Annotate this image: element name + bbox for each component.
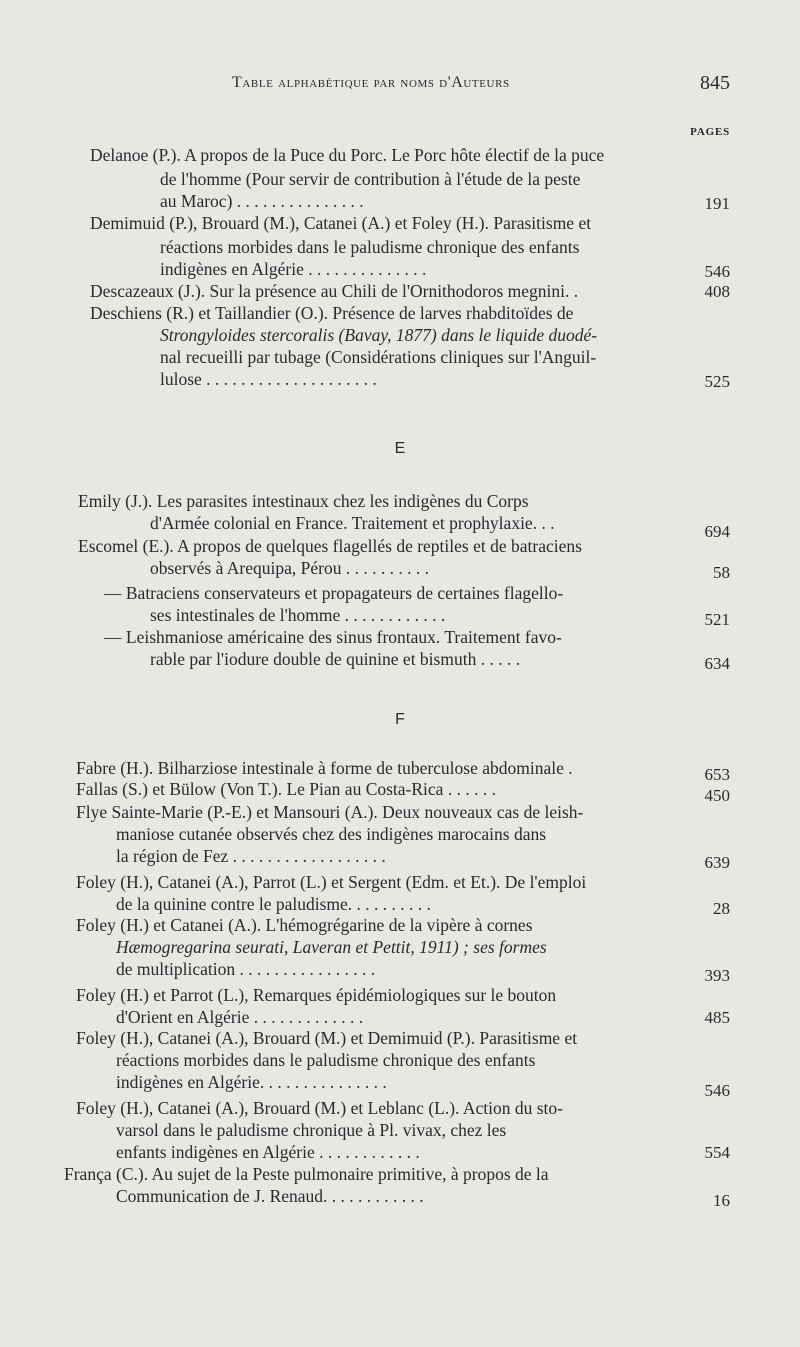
entry-line: Demimuid (P.), Brouard (M.), Catanei (A.) et Foley (H.). Parasitisme et [90,213,592,233]
pages-column-label: PAGES [690,126,730,138]
entry-line: Emily (J.). Les parasites intestinaux chez les indigènes du Corps [78,491,529,511]
entry-line: ses intestinales de l'homme . . . . . . . . . . . . [150,605,446,625]
page-number: 845 [700,72,730,94]
running-title: Table alphabétique par noms d'Auteurs [232,74,510,91]
entry-page: 634 [704,654,730,673]
entry-line: enfants indigènes en Algérie . . . . . . . . . . . . [116,1142,420,1162]
entry-line: indigènes en Algérie . . . . . . . . . . . . . . [160,259,427,279]
section-letter: F [395,711,405,728]
entry-line: lulose . . . . . . . . . . . . . . . . . . . . [160,369,377,389]
entry-line: indigènes en Algérie. . . . . . . . . . . . . . . [116,1072,387,1092]
entry-line: la région de Fez . . . . . . . . . . . . . . . . . . [116,846,386,866]
entry-line: de l'homme (Pour servir de contribution à l'étude de la peste [160,169,581,189]
entry-page: 28 [713,899,730,918]
entry-page: 16 [713,1191,730,1210]
entry-line: Descazeaux (J.). Sur la présence au Chili de l'Ornithodoros megnini. . [90,281,579,301]
entry-line: — Batraciens conservateurs et propagateurs de certaines flagello- [104,583,564,603]
entry-line: Flye Sainte-Marie (P.-E.) et Mansouri (A.). Deux nouveaux cas de leish- [76,802,584,822]
entry-page: 639 [704,853,730,872]
entry-line: observés à Arequipa, Pérou . . . . . . . . . . [150,558,429,578]
entry-line: Communication de J. Renaud. . . . . . . . . . . . [116,1186,424,1206]
entry-page: 393 [704,966,730,985]
entry-line: varsol dans le paludisme chronique à Pl. vivax, chez les [116,1120,507,1140]
entry-line: — Leishmaniose américaine des sinus frontaux. Traitement favo- [104,627,562,647]
entry-line: réactions morbides dans le paludisme chronique des enfants [116,1050,536,1070]
entry-line: Foley (H.), Catanei (A.), Parrot (L.) et Sergent (Edm. et Et.). De l'emploi [76,872,587,892]
entry-line: Fallas (S.) et Bülow (Von T.). Le Pian au Costa-Rica . . . . . . [76,779,496,799]
entry-line: Fabre (H.). Bilharziose intestinale à forme de tuberculose abdominale . [76,758,573,778]
entry-line: de multiplication . . . . . . . . . . . . . . . . [116,959,376,979]
entry-line: d'Orient en Algérie . . . . . . . . . . . . . [116,1007,364,1027]
entry-line: Foley (H.), Catanei (A.), Brouard (M.) et Demimuid (P.). Parasitisme et [76,1028,578,1048]
section-letter: E [394,440,406,457]
running-head [0,74,800,100]
entry-page: 408 [704,282,730,301]
entry-page: 546 [704,1081,730,1100]
entry-line: rable par l'iodure double de quinine et bismuth . . . . . [150,649,521,669]
entry-line: Deschiens (R.) et Taillandier (O.). Présence de larves rhabditoïdes de [90,303,574,323]
entry-line: Strongyloides stercoralis (Bavay, 1877) dans le liquide duodé- [160,325,598,345]
entry-line: au Maroc) . . . . . . . . . . . . . . . [160,191,364,211]
entry-line: Hæmogregarina seurati, Laveran et Pettit, 1911) ; ses formes [116,937,547,957]
entry-page: 525 [704,372,730,391]
entry-page: 653 [704,765,730,784]
entry-page: 58 [713,563,730,582]
entry-line: réactions morbides dans le paludisme chronique des enfants [160,237,580,257]
entry-page: 450 [704,786,730,805]
entry-line: Foley (H.), Catanei (A.), Brouard (M.) et Leblanc (L.). Action du sto- [76,1098,563,1118]
entry-page: 485 [704,1008,730,1027]
entry-page: 521 [704,610,730,629]
entry-page: 546 [704,262,730,281]
entry-line: Delanoe (P.). A propos de la Puce du Porc. Le Porc hôte électif de la puce [90,145,605,165]
entry-line: Foley (H.) et Parrot (L.), Remarques épidémiologiques sur le bouton [76,985,557,1005]
entry-line: Escomel (E.). A propos de quelques flagellés de reptiles et de batraciens [78,536,582,556]
entry-page: 694 [704,522,730,541]
entry-page: 554 [704,1143,730,1162]
entry-line: de la quinine contre le paludisme. . . . . . . . . . [116,894,431,914]
entry-line: Foley (H.) et Catanei (A.). L'hémogrégarine de la vipère à cornes [76,915,533,935]
entry-line: nal recueilli par tubage (Considérations cliniques sur l'Anguil- [160,347,597,367]
entry-line: d'Armée colonial en France. Traitement et prophylaxie. . . [150,513,555,533]
entry-line: maniose cutanée observés chez des indigènes marocains dans [116,824,547,844]
entry-page: 191 [704,194,730,213]
entry-line: França (C.). Au sujet de la Peste pulmonaire primitive, à propos de la [64,1164,549,1184]
